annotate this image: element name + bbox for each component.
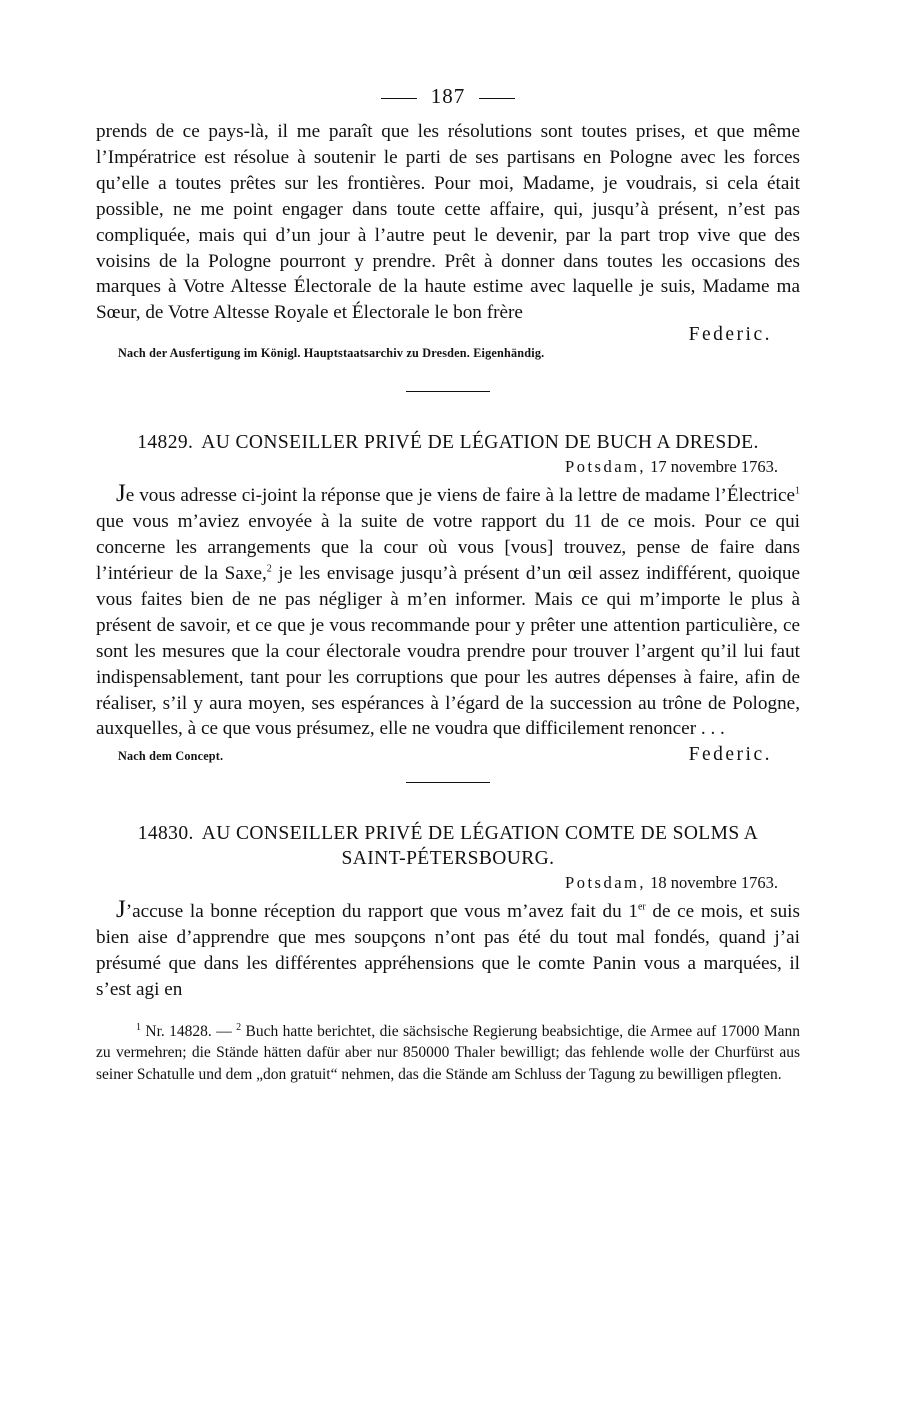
document-page [96, 84, 800, 1085]
letter2-date: 17 novembre 1763. [650, 457, 778, 477]
letter2-initial: J [116, 480, 126, 508]
footnote-1-text: Nr. 14828. — [145, 1022, 232, 1040]
footnote-2-mark: 2 [236, 1021, 242, 1033]
letter2-body [96, 480, 800, 742]
letter2-signature: Federic. [688, 744, 772, 766]
letter3-heading [96, 821, 800, 871]
letter2-dateline [96, 457, 778, 477]
page-number-text: 187 [430, 84, 466, 108]
letter2-text-b: que vous m’aviez envoyée à la suite de votre rapport du 11 de ce mois. Pour ce qui concerne les arrangements que la cour où vous [vous] trouvez, pense de faire dans l’intérieur de la Saxe, [96, 511, 800, 584]
footnotes [96, 1021, 800, 1086]
page-number-dash-left [381, 98, 417, 99]
letter2-text-c: je les envisage jusqu’à présent d’un œil assez indifférent, quoique vous faites bien de ne pas négliger à m’en informer. Mais ce qui m’importe le plus à présent de savoir, et ce que je vous recommande pour y prêter une attention particulière, ce sont les mesures que la cour électorale voudra prendre pour trouver l’argent qu’il lui faut indispensablement, tant pour les corruptions que pour les autres dépenses à faire, afin de réaliser, s’il y aura moyen, ses espérances à l’égard de la succession au trône de Pologne, auxquelles, à ce que vous présumez, elle ne voudra que difficilement renoncer . . . [96, 562, 800, 740]
section-divider [406, 391, 490, 392]
letter3-title: AU CONSEILLER PRIVÉ DE LÉGATION COMTE DE SOLMS A SAINT-PÉTERSBOURG. [201, 823, 759, 870]
letter3-number: 14830. [137, 823, 194, 845]
letter3-text-b: de ce mois, et suis bien aise d’apprendre que mes soupçons n’ont pas été du tout mal fondés, quand j’ai présumé que dans les différentes appréhensions que le comte Panin vous a marquées, il s’est agi en [96, 901, 800, 1001]
footnote-1-mark: 1 [136, 1021, 141, 1033]
footnote-2-text: Buch hatte berichtet, die sächsische Regierung beabsichtige, die Armee auf 17000 Mann zu vermehren; die Stände hätten dafür aber nur 850000 Thaler bewilligt; das fehlende wolle der Churfürst aus seiner Schatulle und dem „don gratuit“ nehmen, das die Stände am Schluss der Tagung zu bewilligen pflegten. [96, 1022, 801, 1083]
letter3-text-a: ’accuse la bonne réception du rapport que vous m’avez fait du 1 [125, 901, 638, 923]
letter1-closing [96, 324, 800, 346]
letter2-text-a: e vous adresse ci-joint la réponse que je viens de faire à la lettre de madame l’Électrice [125, 485, 795, 507]
letter3-dateline [96, 873, 778, 893]
letter2-number: 14829. [137, 432, 194, 454]
letter3-place: Potsdam, [565, 873, 647, 893]
letter3-body [96, 896, 800, 1003]
letter2-closing [96, 744, 800, 766]
letter1-body: prends de ce pays-là, il me paraît que les résolutions sont toutes prises, et que même l’Impératrice est résolue à soutenir le parti de ses partisans en Pologne avec les forces qu’elle a toutes prêtes sur les frontières. Pour moi, Madame, je voudrais, si cela était possible, ne me point engager dans toute cette affaire, qui, jusqu’à présent, n’est pas compliquée, mais qui d’un jour à l’autre peut le devenir, par la part trop vive que des voisins de la Pologne pourront y prendre. Prêt à donner dans toutes les occasions des marques à Votre Altesse Électorale de la haute estime avec laquelle je suis, Madame ma Sœur, de Votre Altesse Royale et Électorale le bon frère [96, 121, 800, 324]
page-number [96, 84, 800, 109]
footnote-ref-2: 2 [266, 563, 272, 575]
page-number-dash-right [479, 98, 515, 99]
superscript-er: er [637, 901, 646, 913]
letter2-place: Potsdam, [565, 457, 647, 477]
letter2-title: AU CONSEILLER PRIVÉ DE LÉGATION DE BUCH A DRESDE. [201, 432, 759, 454]
letter2-source-note: Nach dem Concept. [118, 749, 224, 764]
footnote-block [96, 1021, 800, 1086]
footnote-ref-1: 1 [795, 485, 800, 497]
letter2-heading [96, 430, 800, 455]
letter1-signature: Federic. [688, 324, 772, 346]
letter3-date: 18 novembre 1763. [650, 873, 778, 893]
letter3-initial: J [116, 896, 126, 924]
letter1-source-note: Nach der Ausfertigung im Königl. Hauptstaatsarchiv zu Dresden. Eigenhändig. [118, 346, 545, 361]
section-divider [406, 782, 490, 783]
